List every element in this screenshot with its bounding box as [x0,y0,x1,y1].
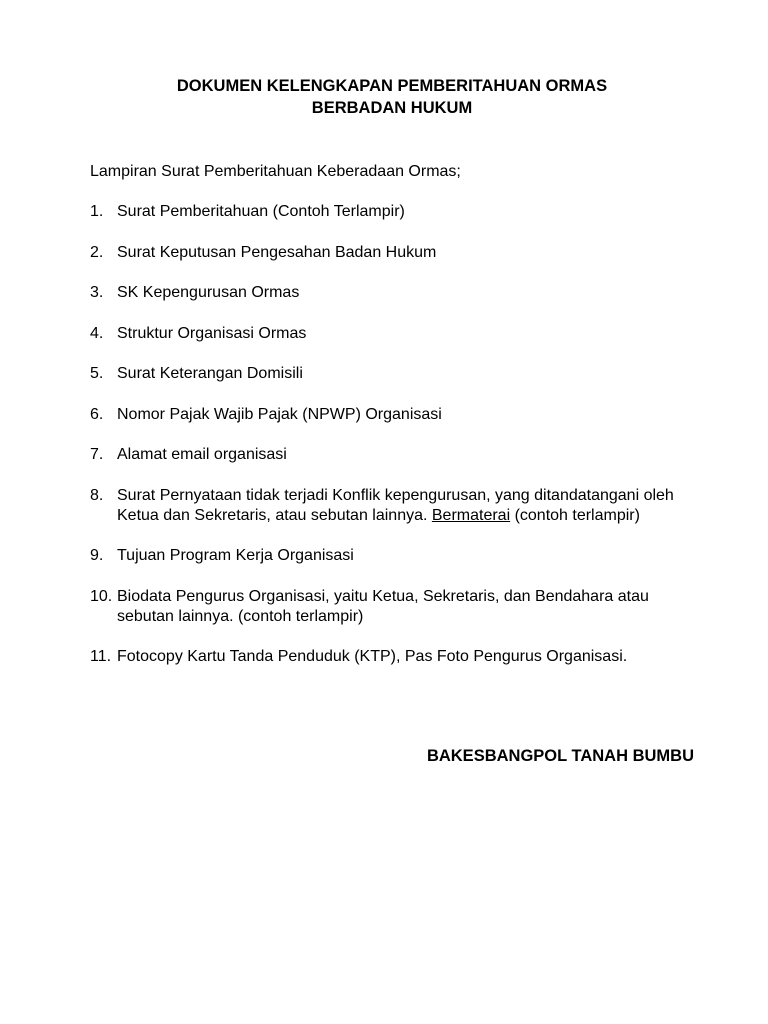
list-item-text: Fotocopy Kartu Tanda Penduduk (KTP), Pas Foto Pengurus Organisasi. [117,648,628,665]
list-item-text [117,486,700,526]
list-item-number: 3. [90,284,104,301]
list-item-text-part: Surat Pernyataan tidak terjadi Konflik kepengurusan, yang ditandatangani oleh Ketua dan Sekretaris, atau sebutan lainnya. [117,486,674,524]
list-item-number: 8. [90,486,104,504]
list-item [90,405,700,425]
list-item-number: 10. [90,587,113,605]
list-item-text: SK Kepengurusan Ormas [117,284,300,301]
list-item-number: 1. [90,203,104,220]
list-item [90,445,700,465]
underlined-text-bermaterai: Bermaterai [431,506,511,524]
list-item [90,546,700,566]
intro-text: Lampiran Surat Pemberitahuan Keberadaan Ormas; [90,163,461,180]
list-item [90,324,700,344]
list-item-text: Nomor Pajak Wajib Pajak (NPWP) Organisasi [117,405,442,423]
list-item-text: Tujuan Program Kerja Organisasi [117,547,354,564]
list-item-text: Surat Pemberitahuan (Contoh Terlampir) [117,203,405,220]
signature-organization: BAKESBANGPOL TANAH BUMBU [426,747,694,765]
list-item-text-part: (contoh terlampir) [510,506,640,524]
list-item [90,486,700,526]
list-item [90,283,700,303]
list-item-text: Biodata Pengurus Organisasi, yaitu Ketua, Sekretaris, dan Bendahara atau sebutan lainnya. (contoh terlampir) [117,587,649,625]
list-item [90,647,700,667]
list-item-number: 9. [90,547,104,564]
list-item [90,587,700,627]
list-item-number: 5. [90,365,104,382]
document-title-line-1: DOKUMEN KELENGKAPAN PEMBERITAHUAN ORMAS [176,77,608,95]
list-item [90,202,700,222]
list-item-number: 11. [90,648,112,665]
requirements-list [90,202,700,688]
list-item-number: 6. [90,405,104,423]
list-item-number: 7. [90,446,104,463]
document-title [90,75,694,119]
list-item-number: 2. [90,243,104,261]
list-item-text: Struktur Organisasi Ormas [117,324,307,342]
document-title-line-2: BERBADAN HUKUM [311,99,473,117]
list-item [90,364,700,384]
list-item-number: 4. [90,324,104,342]
list-item-text: Alamat email organisasi [117,446,287,463]
list-item-text: Surat Keterangan Domisili [117,365,303,382]
list-item [90,243,700,263]
list-item-text: Surat Keputusan Pengesahan Badan Hukum [117,243,437,261]
